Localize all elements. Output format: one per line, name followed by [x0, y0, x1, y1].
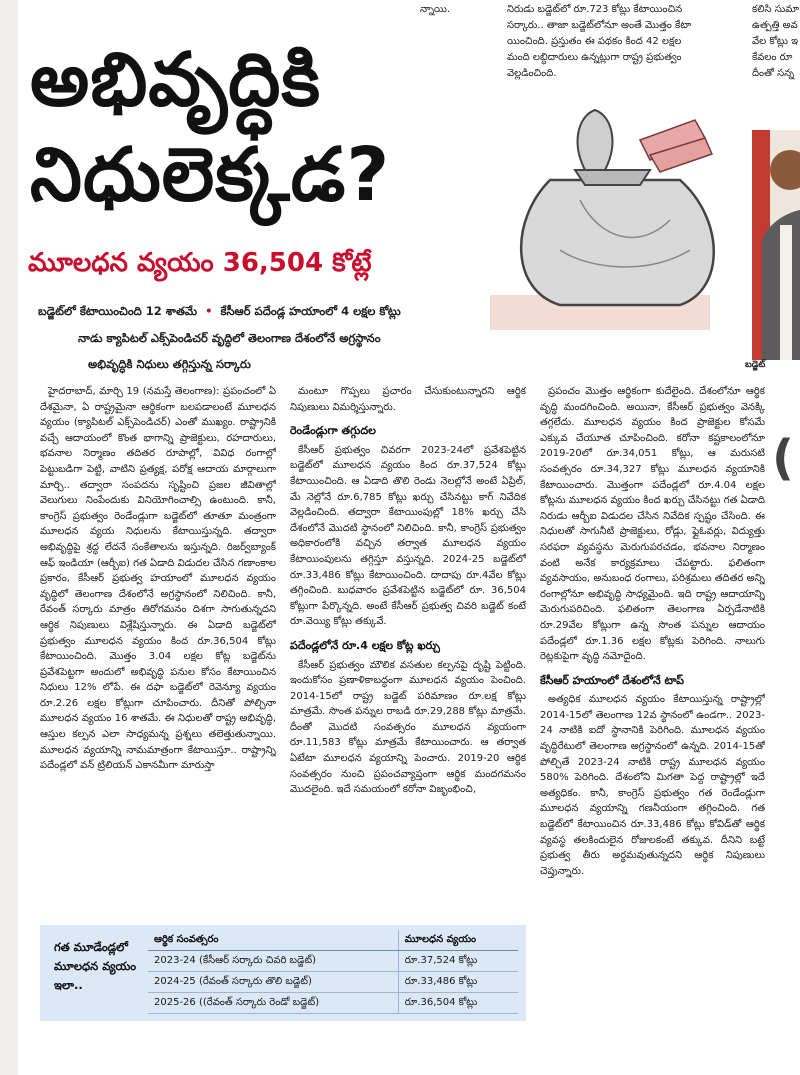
kicker-1-text: బడ్జెట్‌లో కేటాయించింది 12 శాతమే: [38, 304, 198, 318]
kicker-bullet: •: [205, 304, 213, 318]
bag-neck: [578, 110, 613, 170]
article-column-1: [40, 384, 276, 919]
strip-line: కేవలం రూ: [752, 52, 793, 63]
bag-tie: [575, 170, 650, 185]
bag-body: [521, 180, 714, 305]
strip-line: మంది లబ్ధిదారులు ఉన్నట్లుగా రాష్ట్ర ప్రభుత్వం: [507, 52, 682, 63]
table-header-row: [148, 930, 518, 951]
info-box-label: గత మూడేండ్లలో మూలధన వ్యయం ఇలా..: [54, 940, 137, 992]
strip-line: వెల్లడించింది.: [507, 68, 557, 79]
capital-expenditure-table: [148, 930, 518, 1014]
table-cell: రూ.37,524 కోట్లు: [398, 951, 518, 972]
table-cell: 2023-24 (కేసీఆర్ సర్కారు చివరి బడ్జెట్): [148, 951, 398, 972]
section-heading: కేసీఆర్ హయాంలో దేశంలోనే టాప్: [540, 673, 685, 687]
table-row: [148, 972, 518, 993]
article-column-2: [290, 384, 526, 919]
top-strip-col-a: [420, 2, 480, 18]
table-row: [148, 993, 518, 1014]
kicker-2-text: కేసీఆర్ పదేండ్ల హయాంలో 4 లక్షల కోట్లు: [220, 304, 401, 318]
strip-line: యించింది. ప్రస్తుతం ఈ పథకం కింద 42 లక్షల: [507, 36, 682, 47]
paragraph: ప్రపంచం మొత్తం ఆర్థికంగా కుదేలైంది. దేశంలోనూ ఆర్థిక వృద్ధి మందగించింది. అయినా, కేసీఆర్ ప్రభుత్వం వెనక్కి తగ్గలేదు. మూలధన వ్యయం కింద ప్రాజెక్టుల కోసమే ఎక్కువ చేయూత చూపించింది. కరోనా కష్టకాలంలోనూ 2019-20లో రూ.34,051 కోట్లు, ఆ మరుసటి సంవత్సరం రూ.34,327 కోట్లు మూలధన వ్యయానికి కేటాయించారు. మొత్తంగా పదేండ్లలో రూ.4.04 లక్షల కోట్లను మూలధన వ్యయం కింద ఖర్చు చేసినట్టు గత ఏడాది నిరుడు ఆర్బీఐ విడుదల చేసిన నివేదిక స్పష్టం చేసింది. ఈ నిధులతో సాగునీటి ప్రాజెక్టులు, రోడ్లు, ఫ్లైఓవర్లు, విద్యుత్తు సరఫరా వ్యవస్థను మెరుగుపరచడం, భవనాల నిర్మాణం వంటి అనేక కార్యక్రమాలు చేపట్టారు. ఫలితంగా వ్యవసాయం, అనుబంధ రంగాలు, పరిశ్రమలు తదితర అన్ని రంగాల్లోనూ అభివృద్ధి సాధ్యమైంది. ఇది రాష్ట్ర ఆదాయాన్ని మెరుగుపరిచింది. ఫలితంగా తెలంగాణ ఏర్పడేనాటికి రూ.29వేల కోట్లుగా ఉన్న సొంత పన్నుల ఆదాయం పదేండ్లలో రూ.1.36 లక్షల కోట్లకు పెరిగింది. నాలుగు రెట్లకుపైగా వృద్ధి నమోదైంది.: [540, 386, 765, 663]
strip-line: ఉత్పత్తి అవ: [752, 20, 798, 31]
strip-line: న్నాయి.: [420, 4, 451, 15]
column-header: ఆర్థిక సంవత్సరం: [148, 930, 398, 951]
kicker-4: అభివృద్ధికి నిధులు తగ్గిస్తున్న సర్కారు: [88, 357, 251, 371]
top-strip-col-c: [752, 2, 800, 82]
article-column-3: [540, 384, 765, 1024]
strip-line: నిరుడు బడ్జెట్‌లో రూ.723 కోట్లు కేటాయించిన: [507, 4, 683, 15]
subheadline: మూలధన వ్యయం 36,504 కోట్లే: [28, 248, 372, 278]
strip-line: వేల కోట్లు ఇ: [752, 36, 799, 47]
paragraph: మంటూ గొప్పలు ప్రచారం చేసుకుంటున్నారని ఆర్థిక నిపుణులు విమర్శిస్తున్నారు.: [290, 386, 526, 413]
paragraph: హైదరాబాద్, మార్చి 19 (నమస్తే తెలంగాణ): ప్రపంచంలో ఏ దేశమైనా, ఏ రాష్ట్రమైనా ఆర్థికంగా బలపడాలంటే మూలధన వ్యయం (క్యాపిటల్ ఎక్స్‌పెండిచర్) ఎంతో ముఖ్యం. రాష్ట్రానికి వచ్చే ఆదాయంలో కొంత భాగాన్ని ప్రాజెక్టులు, రహదారులు, భవనాల నిర్మాణం తదితర రూపాల్లో, వివిధ రంగాల్లో పెట్టుబడిగా పెట్టి, వాటిని ప్రత్యక్ష, పరోక్ష ఆదాయ మార్గాలుగా మార్చి.. తద్వారా సంపదను సృష్టించి ప్రజల జీవితాల్లో వెలుగులు నింపేందుకు వినియోగించాల్సి ఉంటుంది. కానీ, కాంగ్రెస్ ప్రభుత్వం రెండేండ్లుగా బడ్జెట్‌లో తూతూ మంత్రంగా మూలధన వ్యయ నిధులను కేటాయిస్తున్నది. తద్వారా అభివృద్ధిపై శ్రద్ధ లేదనే సంకేతాలను ఇస్తున్నది. రిజర్వ్‌బ్యాంక్ ఆఫ్ ఇండియా (ఆర్బీఐ) గత ఏడాది విడుదల చేసిన గణాంకాల ప్రకారం, కేసీఆర్ ప్రభుత్వ హయాంలో మూలధన వ్యయం వృద్ధిలో తెలంగాణ దేశంలోనే అగ్రస్థానంలో నిలిచింది. కానీ, రేవంత్ సర్కారు మాత్రం తిరోగమనం దిశగా సాగుతున్నదని ఆర్థిక నిపుణులు విశ్లేషిస్తున్నారు. ఈ ఏడాది బడ్జెట్‌లో ప్రభుత్వం మూలధన వ్యయం కింద రూ.36,504 కోట్లు కేటాయించింది. మొత్తం 3.04 లక్షల కోట్ల బడ్జెట్‌ను ప్రవేశపెట్టగా అందులో అభివృద్ధి పనుల కోసం కేటాయించిన నిధులు 12% లోపే. ఈ దఫా బడ్జెట్‌లో రెవెన్యూ వ్యయం రూ.2.26 లక్షల కోట్లుగా చూపించారు. దీనితో పోల్చినా మూలధన వ్యయం 16 శాతమే. ఈ నిధులతో రాష్ట్ర అభివృద్ధి, ఆస్తుల కల్పన ఎలా సాధ్యమన్న ప్రశ్నలు తలెత్తుతున్నాయి. మూలధన వ్యయాన్ని నామమాత్రంగా కేటాయిస్తూ.. రాష్ట్రాన్ని పదేండ్లలో వన్ ట్రిలియన్ ఎకానమీగా మారుస్తా: [40, 386, 276, 772]
kicker-3: నాడు క్యాపిటల్ ఎక్స్‌పెండిచర్ వృద్ధిలో తెలంగాణ దేశంలోనే అగ్రస్థానం: [78, 331, 381, 345]
headline-line-1: అభివృద్ధికి: [30, 37, 322, 123]
page-edge: [0, 0, 18, 1075]
column-header: మూలధన వ్యయం: [398, 930, 518, 951]
table-cell: రూ.36,504 కోట్లు: [398, 993, 518, 1014]
money-bag-illustration: [490, 20, 740, 330]
photo-caption: బడ్జెట్: [745, 360, 766, 370]
table-cell: 2025-26 ((రేవంత్ సర్కారు రెండో బడ్జెట్): [148, 993, 398, 1014]
strip-line: సర్కారు.. తాజా బడ్జెట్‌లోనూ అంతే మొత్తం కేటా: [507, 20, 692, 31]
paragraph: కేసీఆర్ ప్రభుత్వం మౌలిక వసతుల కల్పనపై దృష్టి పెట్టింది. ఇందుకోసం ప్రణాళికాబద్ధంగా మూలధన వ్యయం పెంచింది. 2014-15లో రాష్ట్ర బడ్జెట్ పరిమాణం రూ.లక్ష కోట్లు మాత్రమే. సొంత పన్నుల రాబడి రూ.29,288 కోట్లు మాత్రమే. దీంతో మొదటి సంవత్సరం మూలధన వ్యయంగా రూ.11,583 కోట్లు మాత్రమే కేటాయించారు. ఆ తర్వాత ఏటేటా మూలధన వ్యయాన్ని పెంచారు. 2019-20 ఆర్థిక సంవత్సరం నుంచి ప్రపంచవ్యాప్తంగా ఆర్థిక మందగమనం మొదలైంది. ఇదే సమయంలో కరోనా విజృంభించి,: [290, 659, 526, 796]
headline-line-2: నిధులెక్కడ?: [30, 132, 391, 218]
politician-photo: [752, 130, 800, 360]
strip-line: కలిసి సుమా: [752, 4, 800, 15]
table-cell: రూ.33,486 కోట్లు: [398, 972, 518, 993]
table-row: [148, 951, 518, 972]
big-quote-mark: (: [772, 430, 794, 486]
paragraph: అత్యధిక మూలధన వ్యయం కేటాయిస్తున్న రాష్ట్రాల్లో 2014-15లో తెలంగాణ 12వ స్థానంలో ఉండగా.. 2023-24 నాటికి ఐదో స్థానానికి పెరిగింది. మూలధన వ్యయం వృద్ధిరేటులో తెలంగాణ అగ్రస్థానంలో ఉన్నది. 2014-15తో పోల్చితే 2023-24 నాటికి రాష్ట్ర మూలధన వ్యయం 580% పెరిగింది. దేశంలోని మిగతా పెద్ద రాష్ట్రాల్లో ఇదే అత్యధికం. కానీ, కాంగ్రెస్ ప్రభుత్వం గత రెండేండ్లుగా మూలధన వ్యయాన్ని గణనీయంగా తగ్గించింది. గత బడ్జెట్‌లో కేటాయించిన రూ.33,486 కోట్లు కోవిడ్‌తో ఆర్థిక వ్యవస్థ తలకిందులైన రోజులకంటే తక్కువ. దీనిని బట్టే ప్రభుత్వ తీరు అర్థమవుతున్నదని ఆర్థిక నిపుణులు చెప్తున్నారు.: [540, 694, 765, 877]
section-heading: రెండేండ్లుగా తగ్గుదల: [290, 424, 376, 438]
paragraph: కేసీఆర్ ప్రభుత్వం చివరగా 2023-24లో ప్రవేశపెట్టిన బడ్జెట్‌లో మూలధన వ్యయం కింద రూ.37,524 కోట్లు కేటాయించింది. ఆ ఏడాది తొలి రెండు నెలల్లోనే అంటే ఏప్రిల్, మే నెల్లోనే రూ.6,785 కోట్లు ఖర్చు చేసినట్టు కాగ్ నివేదిక వెల్లడించింది. తద్వారా కేటాయింపుల్లో 18% ఖర్చు చేసి దేశంలోనే మొదటి స్థానంలో నిలిచింది. కానీ, కాంగ్రెస్ ప్రభుత్వం అధికారంలోకి వచ్చిన తర్వాత మూలధన వ్యయం కేటాయింపులను తగ్గిస్తూ వస్తున్నది. 2024-25 బడ్జెట్‌లో రూ.33,486 కోట్లు కేటాయించింది. దాదాపు రూ.4వేల కోట్లు తగ్గించింది. బుధవారం ప్రవేశపెట్టిన బడ్జెట్‌లో రూ. 36,504 కోట్లుగా పేర్కొన్నది. అంటే కేసీఆర్ ప్రభుత్వ చివరి బడ్జెట్ కంటే రూ.వెయ్యి కోట్లు తక్కువే.: [290, 444, 526, 628]
section-heading: పదేండ్లలోనే రూ.4 లక్షల కోట్ల ఖర్చు: [290, 638, 440, 652]
strip-line: దీంతో సన్న: [752, 68, 795, 79]
kicker-1: [38, 304, 401, 321]
table-cell: 2024-25 (రేవంత్ సర్కారు తొలి బడ్జెట్): [148, 972, 398, 993]
